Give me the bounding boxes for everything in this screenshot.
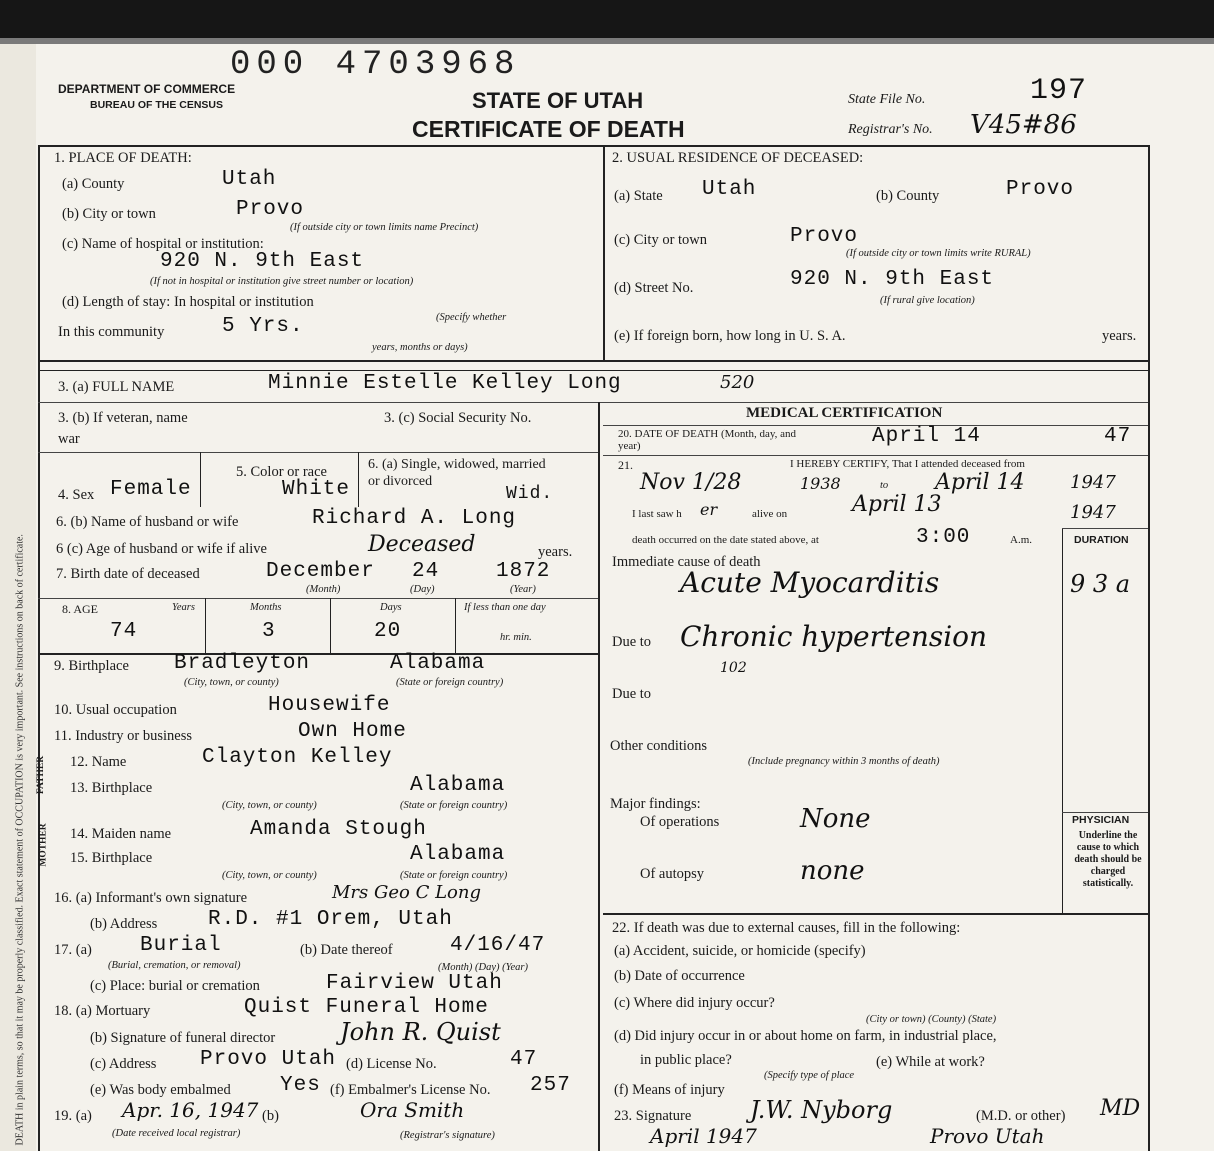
residence-county-value: Provo (1006, 178, 1075, 201)
attended-from: Nov 1/28 (640, 470, 742, 495)
divider-external (603, 913, 1148, 915)
divider-after-veteran (38, 452, 598, 453)
immediate-cause-value: Acute Myocarditis (680, 566, 940, 599)
external-causes-label: 22. If death was due to external causes, fill in the following: (612, 920, 961, 936)
divider-middle (598, 402, 600, 1151)
hr-min-label: hr. min. (500, 632, 532, 643)
birthplace-label: 9. Birthplace (54, 658, 129, 674)
divider-age-years (205, 598, 206, 653)
husband-age-suffix: years. (538, 544, 573, 560)
husband-age-label: 6 (c) Age of husband or wife if alive (56, 541, 267, 557)
registrar-number-label: Registrar's No. (848, 122, 933, 137)
informant-label: 16. (a) Informant's own signature (54, 890, 248, 906)
immediate-cause-label: Immediate cause of death (612, 554, 761, 570)
hospital-note-2: (If not in hospital or institution give street number or location) (150, 276, 414, 287)
bureau-label: BUREAU OF THE CENSUS (90, 99, 224, 111)
divider-sex-race (200, 452, 201, 507)
burial-value: Burial (140, 934, 222, 957)
attended-to-year: 1947 (1070, 472, 1116, 493)
item-21-label: 21. (618, 458, 633, 472)
divider-duration (1062, 528, 1063, 913)
operations-value: None (800, 804, 871, 834)
signature-label: 23. Signature (614, 1108, 692, 1124)
residence-street-value: 920 N. 9th East (790, 268, 995, 291)
death-ampm: A.m. (1010, 534, 1032, 546)
sex-label: 4. Sex (58, 487, 95, 503)
residence-heading: 2. USUAL RESIDENCE OF DECEASED: (612, 150, 864, 166)
immediate-cause-duration: 9 3 a (1070, 570, 1131, 598)
veteran-label: 3. (b) If veteran, name war (58, 410, 188, 447)
mother-city-note: (City, town, or county) (222, 870, 317, 881)
less-than-day-label: If less than one day (464, 602, 546, 613)
burial-place-label: (c) Place: burial or cremation (90, 978, 260, 994)
husband-name-label: 6. (b) Name of husband or wife (56, 514, 239, 530)
father-state-note: (State or foreign country) (400, 800, 508, 811)
major-findings-label: Major findings: (610, 796, 701, 812)
date-received-note: (Date received local registrar) (112, 1128, 241, 1139)
ssn-label: 3. (c) Social Security No. (384, 410, 532, 426)
registrar-signature: Ora Smith (360, 1098, 465, 1122)
md-label: (M.D. or other) (976, 1108, 1066, 1124)
birth-day-value: 24 (412, 560, 440, 583)
foreign-born-suffix: years. (1102, 328, 1137, 344)
divider-top-middle (603, 145, 605, 360)
marital-label: 6. (a) Single, widowed, married or divorced (368, 457, 546, 489)
autopsy-label: Of autopsy (640, 866, 705, 882)
birth-year-value: 1872 (496, 560, 551, 583)
death-city-value: Provo (236, 198, 305, 221)
foreign-born-label: (e) If foreign born, how long in U. S. A. (614, 328, 846, 344)
death-time: 3:00 (916, 526, 971, 549)
state-file-label: State File No. (848, 92, 926, 107)
external-f-label: (f) Means of injury (614, 1082, 725, 1098)
father-name-label: 12. Name (70, 754, 127, 770)
license-value: 47 (510, 1048, 538, 1071)
mother-side-label: MOTHER (38, 823, 49, 867)
embalmed-value: Yes (280, 1074, 321, 1097)
age-years-value: 74 (110, 620, 138, 643)
attended-from-year: 1938 (800, 474, 841, 493)
department-label: DEPARTMENT OF COMMERCE (58, 82, 236, 96)
embalmer-license-label: (f) Embalmer's License No. (330, 1082, 491, 1098)
marital-value: Wid. (506, 484, 554, 504)
duration-label: DURATION (1074, 534, 1129, 546)
funeral-director-signature: John R. Quist (340, 1018, 501, 1046)
stay-note: (Specify whether (436, 312, 507, 323)
state-file-value: 197 (1030, 74, 1088, 108)
father-birthplace-label: 13. Birthplace (70, 780, 153, 796)
death-occurred-label: death occurred on the date stated above, at (632, 534, 819, 546)
external-d2-label: in public place? (640, 1052, 732, 1068)
other-conditions-note: (Include pregnancy within 3 months of death) (748, 756, 940, 767)
race-value: White (282, 478, 351, 501)
external-c-label: (c) Where did injury occur? (614, 995, 775, 1011)
industry-label: 11. Industry or business (54, 728, 193, 744)
father-side-label: FATHER (36, 755, 47, 795)
external-b-label: (b) Date of occurrence (614, 968, 745, 984)
autopsy-value: none (800, 856, 865, 886)
date-of-death-label: 20. DATE OF DEATH (Month, day, and year) (618, 428, 797, 452)
burial-note: (Burial, cremation, or removal) (108, 960, 241, 971)
due-to-2-label: Due to (612, 686, 652, 702)
residence-county-label: (b) County (876, 188, 940, 204)
full-name-value: Minnie Estelle Kelley Long (268, 372, 622, 395)
mortuary-value: Quist Funeral Home (244, 996, 489, 1019)
residence-city-value: Provo (790, 225, 859, 248)
industry-value: Own Home (298, 720, 407, 743)
hospital-note: (If outside city or town limits name Precinct) (290, 222, 479, 233)
divider-after-name (38, 402, 603, 403)
full-name-label: 3. (a) FULL NAME (58, 379, 175, 395)
age-days-value: 20 (374, 620, 402, 643)
md-value: MD (1100, 1096, 1141, 1121)
frame-right (1148, 145, 1150, 1151)
residence-street-note: (If rural give location) (880, 295, 975, 306)
frame-top (38, 145, 1150, 147)
death-city-label: (b) City or town (62, 206, 156, 222)
occupation-label: 10. Usual occupation (54, 702, 177, 718)
divider-race-marital (358, 452, 359, 507)
informant-signature: Mrs Geo C Long (332, 882, 481, 903)
mother-birthplace-value: Alabama (410, 843, 506, 866)
birthplace-state-note: (State or foreign country) (396, 677, 504, 688)
community-value: 5 Yrs. (222, 315, 304, 338)
birthplace-city-note: (City, town, or county) (184, 677, 279, 688)
signature-date: April 1947 (650, 1124, 757, 1148)
divider-after-residence (38, 360, 1150, 362)
registrar-signature-label: (b) (262, 1108, 279, 1124)
informant-address-value: R.D. #1 Orem, Utah (208, 908, 453, 931)
embalmer-license-value: 257 (530, 1074, 571, 1097)
alive-on-label: alive on (752, 508, 788, 520)
divider-age-days (455, 598, 456, 653)
community-label: In this community (58, 324, 165, 340)
father-city-note: (City, town, or county) (222, 800, 317, 811)
birth-year-note: (Year) (510, 584, 536, 595)
certificate-number: 000 4703968 (230, 46, 521, 84)
burial-date-note: (Month) (Day) (Year) (438, 962, 529, 973)
date-of-death-value: April 14 (872, 425, 981, 448)
registrar-signature-note: (Registrar's signature) (400, 1130, 495, 1141)
mother-name-label: 14. Maiden name (70, 826, 172, 842)
divider-date-of-death (603, 455, 1148, 456)
stay-label: (d) Length of stay: In hospital or institution (62, 294, 314, 310)
residence-state-value: Utah (702, 178, 757, 201)
age-months-value: 3 (262, 620, 276, 643)
signature-address: Provo Utah (930, 1124, 1045, 1148)
hospital-value: 920 N. 9th East (160, 250, 365, 273)
mother-state-note: (State or foreign country) (400, 870, 508, 881)
death-county-value: Utah (222, 168, 277, 191)
divider-age-months (330, 598, 331, 653)
mortuary-label: 18. (a) Mortuary (54, 1003, 151, 1019)
community-note: years, months or days) (372, 342, 468, 353)
date-received-label: 19. (a) (54, 1108, 92, 1124)
frame-left (38, 145, 40, 1151)
physician-box-note: Underline the cause to which death should be charged statistically. (1074, 830, 1142, 889)
medical-certification-heading: MEDICAL CERTIFICATION (746, 405, 943, 421)
registrar-number-value: V45#86 (970, 110, 1077, 140)
operations-label: Of operations (640, 814, 720, 830)
husband-age-value: Deceased (368, 532, 476, 557)
residence-city-note: (If outside city or town limits write RURAL) (846, 248, 1031, 259)
date-of-death-year: 47 (1104, 425, 1132, 448)
burial-place-value: Fairview Utah (326, 972, 503, 995)
embalmed-label: (e) Was body embalmed (90, 1082, 231, 1098)
birth-date-label: 7. Birth date of deceased (56, 566, 200, 582)
mortuary-address-label: (c) Address (90, 1056, 157, 1072)
external-d-label: (d) Did injury occur in or about home on farm, in industrial place, (614, 1028, 997, 1044)
informant-address-label: (b) Address (90, 916, 158, 932)
physician-box-label: PHYSICIAN (1072, 814, 1130, 826)
funeral-director-label: (b) Signature of funeral director (90, 1030, 276, 1046)
certificate-title: CERTIFICATE OF DEATH (412, 116, 685, 142)
last-saw-label: I last saw h (632, 508, 682, 520)
other-conditions-label: Other conditions (610, 738, 708, 754)
birthplace-city-value: Bradleyton (174, 652, 311, 675)
residence-city-label: (c) City or town (614, 232, 708, 248)
residence-state-label: (a) State (614, 188, 663, 204)
birth-day-note: (Day) (410, 584, 435, 595)
due-to-1-value: Chronic hypertension (680, 620, 988, 653)
external-a-label: (a) Accident, suicide, or homicide (specify) (614, 943, 866, 959)
place-of-death-heading: 1. PLACE OF DEATH: (54, 150, 192, 166)
external-c-note: (City or town) (County) (State) (866, 1014, 997, 1025)
external-d-note: (Specify type of place (764, 1070, 855, 1081)
residence-street-label: (d) Street No. (614, 280, 694, 296)
burial-label: 17. (a) (54, 942, 92, 958)
scan-top-border (0, 0, 1214, 38)
father-birthplace-value: Alabama (410, 774, 506, 797)
father-name-value: Clayton Kelley (202, 746, 393, 769)
scan-top-shadow (0, 38, 1214, 44)
license-label: (d) License No. (346, 1056, 437, 1072)
burial-date-value: 4/16/47 (450, 934, 546, 957)
hospital-label: (c) Name of hospital or institution: (62, 236, 264, 252)
last-seen-date: April 13 (852, 492, 942, 517)
divider-age-top (38, 598, 598, 599)
mother-name-value: Amanda Stough (250, 818, 427, 841)
color-race-label: 5. Color or race (236, 464, 327, 480)
duration-box-top (1062, 528, 1148, 529)
last-seen-year: 1947 (1070, 502, 1116, 523)
age-years-label: Years (172, 602, 195, 613)
divider-after-residence-2 (38, 370, 1150, 371)
birthplace-state-value: Alabama (390, 652, 486, 675)
physician-box-top (1062, 812, 1148, 813)
certify-text: I HEREBY CERTIFY, That I attended deceased from (790, 458, 1025, 470)
due-to-1-note: 102 (720, 660, 747, 676)
attended-to: April 14 (935, 470, 1025, 495)
divider-age-bottom (38, 653, 598, 655)
state-title: STATE OF UTAH (472, 88, 644, 113)
age-days-label: Days (380, 602, 402, 613)
date-received-value: Apr. 16, 1947 (122, 1098, 259, 1122)
physician-signature: J.W. Nyborg (750, 1096, 893, 1124)
mortuary-address-value: Provo Utah (200, 1048, 337, 1071)
divider-medical-top (603, 402, 1148, 403)
attended-to-label: to (880, 480, 889, 491)
mother-birthplace-label: 15. Birthplace (70, 850, 153, 866)
age-label: 8. AGE (62, 602, 98, 616)
full-name-code: 520 (720, 372, 755, 393)
occupation-value: Housewife (268, 694, 391, 717)
husband-name-value: Richard A. Long (312, 507, 517, 530)
birth-month-value: December (266, 560, 375, 583)
death-county-label: (a) County (62, 176, 125, 192)
birth-month-note: (Month) (306, 584, 341, 595)
left-margin-instructions: DEATH in plain terms, so that it may be properly classified. Exact statement of OCCUPATION is very important. See instructions on back of certificate. (14, 534, 26, 1146)
last-saw-her: er (700, 500, 718, 519)
burial-date-label: (b) Date thereof (300, 942, 393, 958)
due-to-1-label: Due to (612, 634, 652, 650)
age-months-label: Months (250, 602, 282, 613)
sex-value: Female (110, 478, 192, 501)
external-e-label: (e) While at work? (876, 1054, 985, 1070)
